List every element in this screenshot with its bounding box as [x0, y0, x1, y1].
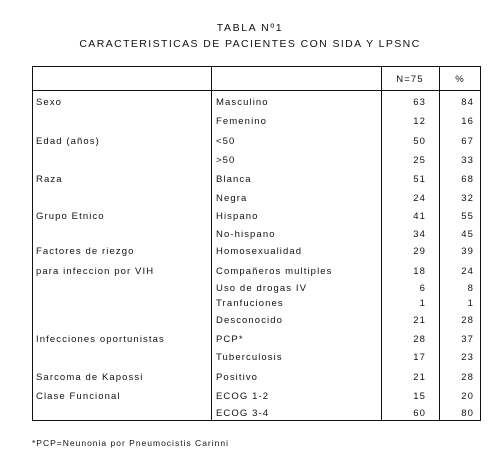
row-count: 6 [419, 283, 426, 294]
row-percent: 1 [467, 298, 474, 309]
header-percent: % [455, 74, 465, 85]
row-option: Negra [216, 193, 248, 204]
row-count: 50 [413, 136, 426, 147]
row-percent: 68 [461, 174, 474, 185]
row-count: 17 [413, 352, 426, 363]
row-option: ECOG 1-2 [216, 391, 270, 402]
row-percent: 84 [461, 97, 474, 108]
row-option: >50 [216, 155, 236, 166]
category-factores-riesgo: Factores de riezgo [36, 246, 135, 257]
row-option: Femenino [216, 116, 268, 127]
row-option: No-hispano [216, 229, 276, 240]
category-edad: Edad (años) [36, 136, 100, 147]
row-count: 34 [413, 229, 426, 240]
row-option: Tranfuciones [216, 298, 284, 309]
row-count: 15 [413, 391, 426, 402]
row-option: Positivo [216, 372, 259, 383]
row-percent: 20 [461, 391, 474, 402]
row-percent: 24 [461, 266, 474, 277]
row-percent: 23 [461, 352, 474, 363]
row-percent: 33 [461, 155, 474, 166]
category-infecciones: Infecciones oportunistas [36, 334, 165, 345]
category-grupo-etnico: Grupo Etnico [36, 211, 105, 222]
row-percent: 67 [461, 136, 474, 147]
category-sarcoma: Sarcoma de Kapossi [36, 372, 144, 383]
row-option: Desconocido [216, 315, 284, 326]
row-count: 60 [413, 408, 426, 419]
category-sexo: Sexo [36, 97, 63, 108]
row-percent: 28 [461, 315, 474, 326]
row-count: 12 [413, 116, 426, 127]
row-count: 29 [413, 246, 426, 257]
row-count: 21 [413, 315, 426, 326]
row-option: ECOG 3-4 [216, 408, 270, 419]
row-option: Hispano [216, 211, 259, 222]
header-divider [32, 90, 481, 91]
row-percent: 39 [461, 246, 474, 257]
row-option: PCP* [216, 334, 244, 345]
table-subtitle: CARACTERISTICAS DE PACIENTES CON SIDA Y LPSNC [79, 38, 421, 50]
row-count: 21 [413, 372, 426, 383]
category-raza: Raza [36, 174, 63, 185]
row-option: Homosexualidad [216, 246, 303, 257]
row-count: 1 [419, 298, 426, 309]
row-percent: 32 [461, 193, 474, 204]
row-count: 18 [413, 266, 426, 277]
footnote: *PCP=Neunonia por Pneumocistis Carinni [32, 438, 229, 448]
category-clase-funcional: Clase Funcional [36, 391, 121, 402]
row-percent: 28 [461, 372, 474, 383]
row-count: 63 [413, 97, 426, 108]
row-percent: 45 [461, 229, 474, 240]
row-count: 25 [413, 155, 426, 166]
row-percent: 8 [467, 283, 474, 294]
row-percent: 55 [461, 211, 474, 222]
row-option: Compañeros multiples [216, 266, 333, 277]
row-percent: 16 [461, 116, 474, 127]
row-option: <50 [216, 136, 236, 147]
row-option: Masculino [216, 97, 269, 108]
row-option: Tuberculosis [216, 352, 283, 363]
row-option: Uso de drogas IV [216, 283, 308, 294]
row-count: 28 [413, 334, 426, 345]
row-percent: 80 [461, 408, 474, 419]
row-count: 24 [413, 193, 426, 204]
row-percent: 37 [461, 334, 474, 345]
table-title: TABLA Nº1 [216, 22, 284, 34]
header-count: N=75 [396, 74, 424, 85]
row-count: 41 [413, 211, 426, 222]
row-option: Blanca [216, 174, 252, 185]
column-divider-option [211, 66, 212, 421]
category-factores-riesgo-cont: para infeccion por VIH [36, 266, 155, 277]
row-count: 51 [413, 174, 426, 185]
